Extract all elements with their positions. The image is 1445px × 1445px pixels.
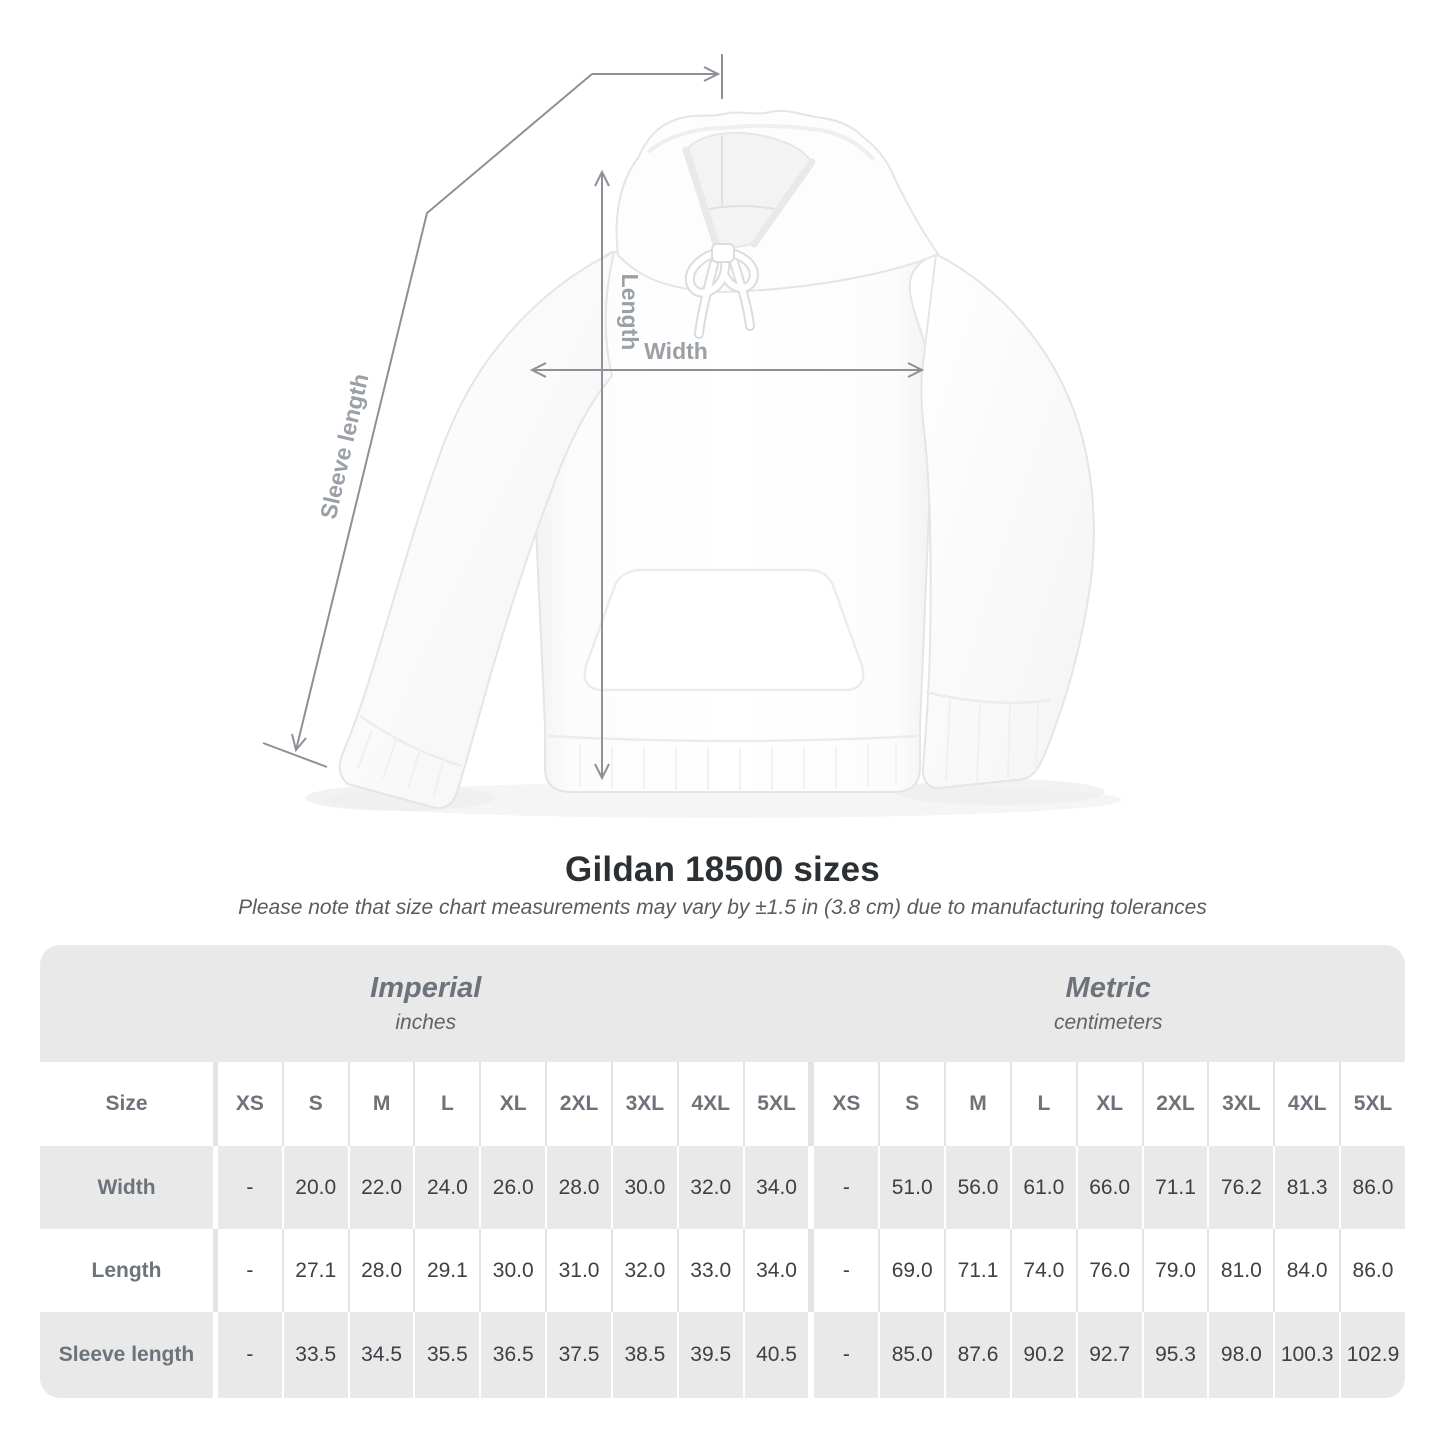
size-value-cell: 87.6: [944, 1312, 1010, 1398]
size-value-cell: 56.0: [944, 1146, 1010, 1229]
size-value-cell: 86.0: [1339, 1146, 1405, 1229]
size-value-cell: 100.3: [1273, 1312, 1339, 1398]
size-column-header: XL: [479, 1062, 545, 1146]
size-value-cell: 76.2: [1207, 1146, 1273, 1229]
width-label: Width: [644, 338, 708, 364]
page-title: Gildan 18500 sizes: [565, 850, 880, 889]
size-column-header: 4XL: [1273, 1062, 1339, 1146]
size-value-cell: 34.0: [743, 1146, 809, 1229]
size-column-header: S: [878, 1062, 944, 1146]
table-row: [40, 1312, 1405, 1398]
size-value-cell: 90.2: [1010, 1312, 1076, 1398]
size-value-cell: 98.0: [1207, 1312, 1273, 1398]
metric-header: [812, 945, 1406, 1062]
size-column-header: 3XL: [611, 1062, 677, 1146]
size-value-cell: 30.0: [611, 1146, 677, 1229]
size-value-cell: -: [213, 1229, 282, 1312]
size-value-cell: 69.0: [878, 1229, 944, 1312]
table-size-header-row: [40, 1062, 1405, 1146]
size-value-cell: 35.5: [413, 1312, 479, 1398]
size-value-cell: 85.0: [878, 1312, 944, 1398]
kangaroo-pocket: [585, 570, 863, 690]
size-value-cell: -: [808, 1312, 878, 1398]
row-label: Size: [105, 1092, 148, 1115]
size-value-cell: 22.0: [348, 1146, 414, 1229]
size-value-cell: 28.0: [348, 1229, 414, 1312]
size-value-cell: -: [808, 1229, 878, 1312]
table-header-band: [40, 945, 1405, 1062]
size-value-cell: 71.1: [1142, 1146, 1208, 1229]
size-value-cell: 40.5: [743, 1312, 809, 1398]
row-label: Sleeve length: [58, 1343, 195, 1366]
size-value-cell: 86.0: [1339, 1229, 1405, 1312]
size-value-cell: 33.5: [282, 1312, 348, 1398]
size-value-cell: 36.5: [479, 1312, 545, 1398]
size-value-cell: 51.0: [878, 1146, 944, 1229]
size-column-header: S: [282, 1062, 348, 1146]
size-value-cell: 102.9: [1339, 1312, 1405, 1398]
tolerance-note: Please note that size chart measurements may vary by ±1.5 in (3.8 cm) due to manufacturing tolerances: [238, 896, 1207, 919]
row-label: Width: [97, 1175, 156, 1199]
size-value-cell: 81.0: [1207, 1229, 1273, 1312]
size-column-header: XS: [213, 1062, 282, 1146]
size-value-cell: 92.7: [1076, 1312, 1142, 1398]
table-row: [40, 1229, 1405, 1312]
size-value-cell: 95.3: [1142, 1312, 1208, 1398]
size-value-cell: 79.0: [1142, 1229, 1208, 1312]
size-value-cell: 66.0: [1076, 1146, 1142, 1229]
size-column-header: M: [944, 1062, 1010, 1146]
size-column-header: L: [413, 1062, 479, 1146]
size-value-cell: 81.3: [1273, 1146, 1339, 1229]
size-value-cell: 24.0: [413, 1146, 479, 1229]
size-value-cell: 74.0: [1010, 1229, 1076, 1312]
table-rows: [40, 1062, 1405, 1398]
size-value-cell: 33.0: [677, 1229, 743, 1312]
size-column-header: 5XL: [1339, 1062, 1405, 1146]
size-value-cell: 26.0: [479, 1146, 545, 1229]
size-value-cell: 28.0: [545, 1146, 611, 1229]
size-value-cell: 37.5: [545, 1312, 611, 1398]
imperial-title: Imperial: [370, 972, 482, 1004]
metric-unit: centimeters: [1053, 1011, 1163, 1034]
size-column-header: 2XL: [1142, 1062, 1208, 1146]
size-value-cell: 84.0: [1273, 1229, 1339, 1312]
size-value-cell: 32.0: [611, 1229, 677, 1312]
right-sleeve: [921, 254, 1094, 788]
size-value-cell: 30.0: [479, 1229, 545, 1312]
metric-title: Metric: [1065, 972, 1151, 1004]
imperial-unit: inches: [395, 1011, 457, 1034]
size-column-header: 4XL: [677, 1062, 743, 1146]
size-column-header: 2XL: [545, 1062, 611, 1146]
imperial-header: [40, 945, 812, 1062]
size-value-cell: 71.1: [944, 1229, 1010, 1312]
size-column-header: M: [348, 1062, 414, 1146]
size-value-cell: 38.5: [611, 1312, 677, 1398]
size-value-cell: 20.0: [282, 1146, 348, 1229]
length-label: Length: [617, 273, 643, 351]
size-value-cell: 76.0: [1076, 1229, 1142, 1312]
size-column-header: 3XL: [1207, 1062, 1273, 1146]
size-value-cell: -: [808, 1146, 878, 1229]
table-row: [40, 1146, 1405, 1229]
size-column-header: 5XL: [743, 1062, 809, 1146]
size-value-cell: 61.0: [1010, 1146, 1076, 1229]
size-chart-table: [40, 945, 1405, 1398]
size-value-cell: 29.1: [413, 1229, 479, 1312]
sleeve-length-label: Sleeve length: [314, 371, 374, 522]
size-value-cell: 31.0: [545, 1229, 611, 1312]
size-column-header: XL: [1076, 1062, 1142, 1146]
size-column-header: L: [1010, 1062, 1076, 1146]
size-value-cell: -: [213, 1312, 282, 1398]
size-value-cell: 32.0: [677, 1146, 743, 1229]
size-column-header: XS: [808, 1062, 878, 1146]
size-value-cell: 34.5: [348, 1312, 414, 1398]
row-label: Length: [91, 1258, 162, 1282]
size-value-cell: 39.5: [677, 1312, 743, 1398]
size-value-cell: 27.1: [282, 1229, 348, 1312]
size-value-cell: 34.0: [743, 1229, 809, 1312]
size-value-cell: -: [213, 1146, 282, 1229]
